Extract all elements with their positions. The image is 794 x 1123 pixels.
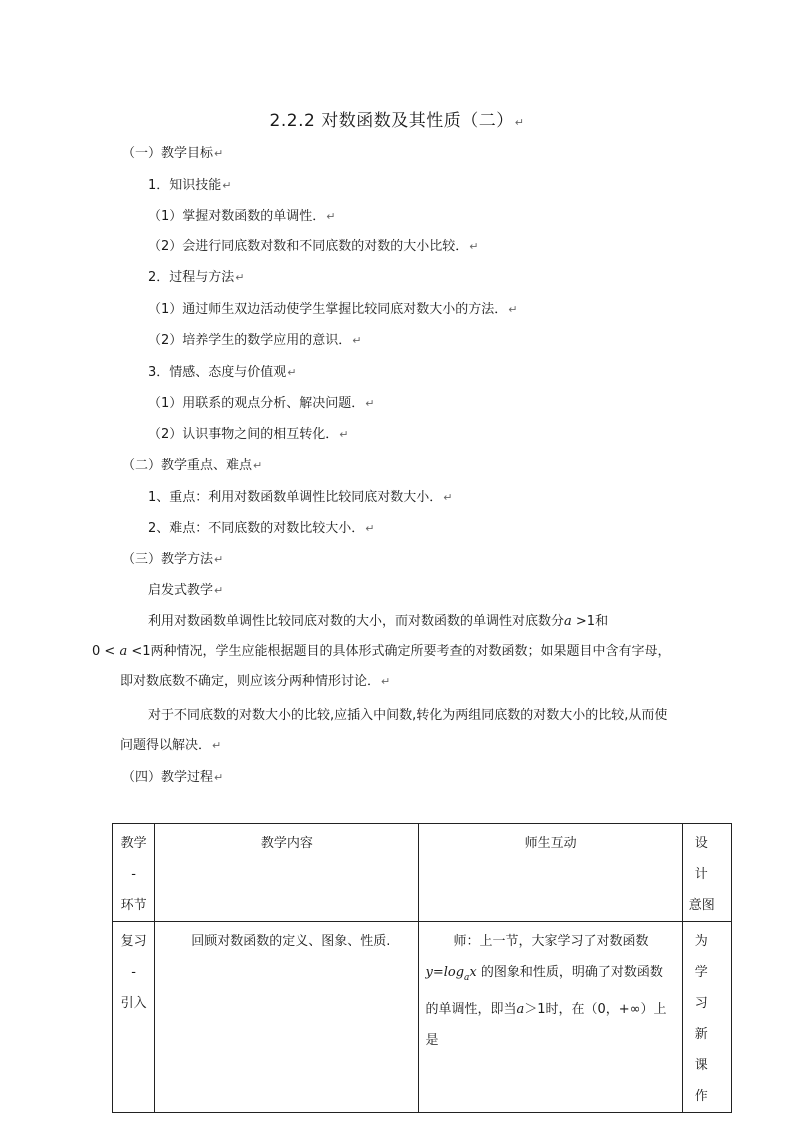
- cell-stage-review: 复习 - 引入: [113, 922, 155, 1113]
- goal-item: （1）通过师生双边活动使学生掌握比较同底对数大小的方法．↵: [148, 302, 518, 317]
- heading-key-points: （二）教学重点、难点↵: [122, 458, 263, 473]
- key-point-item: 2、难点：不同底数的对数比较大小．↵: [148, 521, 375, 536]
- teaching-method-value: 启发式教学↵: [148, 583, 224, 598]
- key-point-item: 1、重点：利用对数函数单调性比较同底对数大小．↵: [148, 490, 453, 505]
- goal-item: （1）掌握对数函数的单调性．↵: [148, 209, 336, 224]
- cell-interaction-review: 师：上一节，大家学习了对数函数$y=\log_ax$ 的图象和性质，明确了对数函数的单调性，即当a＞1时，在（0，+∞）上是: [419, 922, 682, 1113]
- goal-item: （2）培养学生的数学应用的意识．↵: [148, 333, 362, 348]
- goal-item: （2）会进行同底数对数和不同底数的对数的大小比较．↵: [148, 239, 479, 254]
- table-row: [113, 922, 732, 1113]
- header-design-intent: 设计 意图: [682, 824, 731, 922]
- goal-process-method: 2．过程与方法↵: [148, 270, 245, 285]
- page-title: 2.2.2 对数函数及其性质（二）↵: [269, 111, 525, 131]
- heading-teaching-method: （三）教学方法↵: [122, 552, 224, 567]
- method-paragraph-2: 对于不同底数的对数大小的比较,应插入中间数,转化为两组同底数的对数大小的比较,从而使问题得以解决．↵: [120, 708, 668, 753]
- heading-teaching-goals: （一）教学目标↵: [122, 146, 224, 161]
- method-paragraph-1: 利用对数函数单调性比较同底对数的大小，而对数函数的单调性对底数分a >1和 0 < a <1两种情况，学生应能根据题目的具体形式确定所要考查的对数函数；如果题目中含有字母，即对数底数不确定，则应该分两种情形讨论．↵: [92, 614, 671, 689]
- cell-content-review: 回顾对数函数的定义、图象、性质.: [155, 922, 419, 1113]
- header-teaching-content: 教学内容: [155, 824, 419, 922]
- teaching-process-table: [112, 823, 732, 1113]
- goal-knowledge-skills: 1．知识技能↵: [148, 178, 232, 193]
- table-header-row: [113, 824, 732, 922]
- goal-emotion-values: 3．情感、态度与价值观↵: [148, 365, 297, 380]
- heading-teaching-process: （四）教学过程↵: [122, 770, 224, 785]
- cell-intent-review: 为学 习新 课作: [682, 922, 731, 1113]
- header-interaction: 师生互动: [419, 824, 682, 922]
- goal-item: （2）认识事物之间的相互转化．↵: [148, 427, 349, 442]
- header-teaching-stage: 教学 - 环节: [113, 824, 155, 922]
- goal-item: （1）用联系的观点分析、解决问题．↵: [148, 396, 375, 411]
